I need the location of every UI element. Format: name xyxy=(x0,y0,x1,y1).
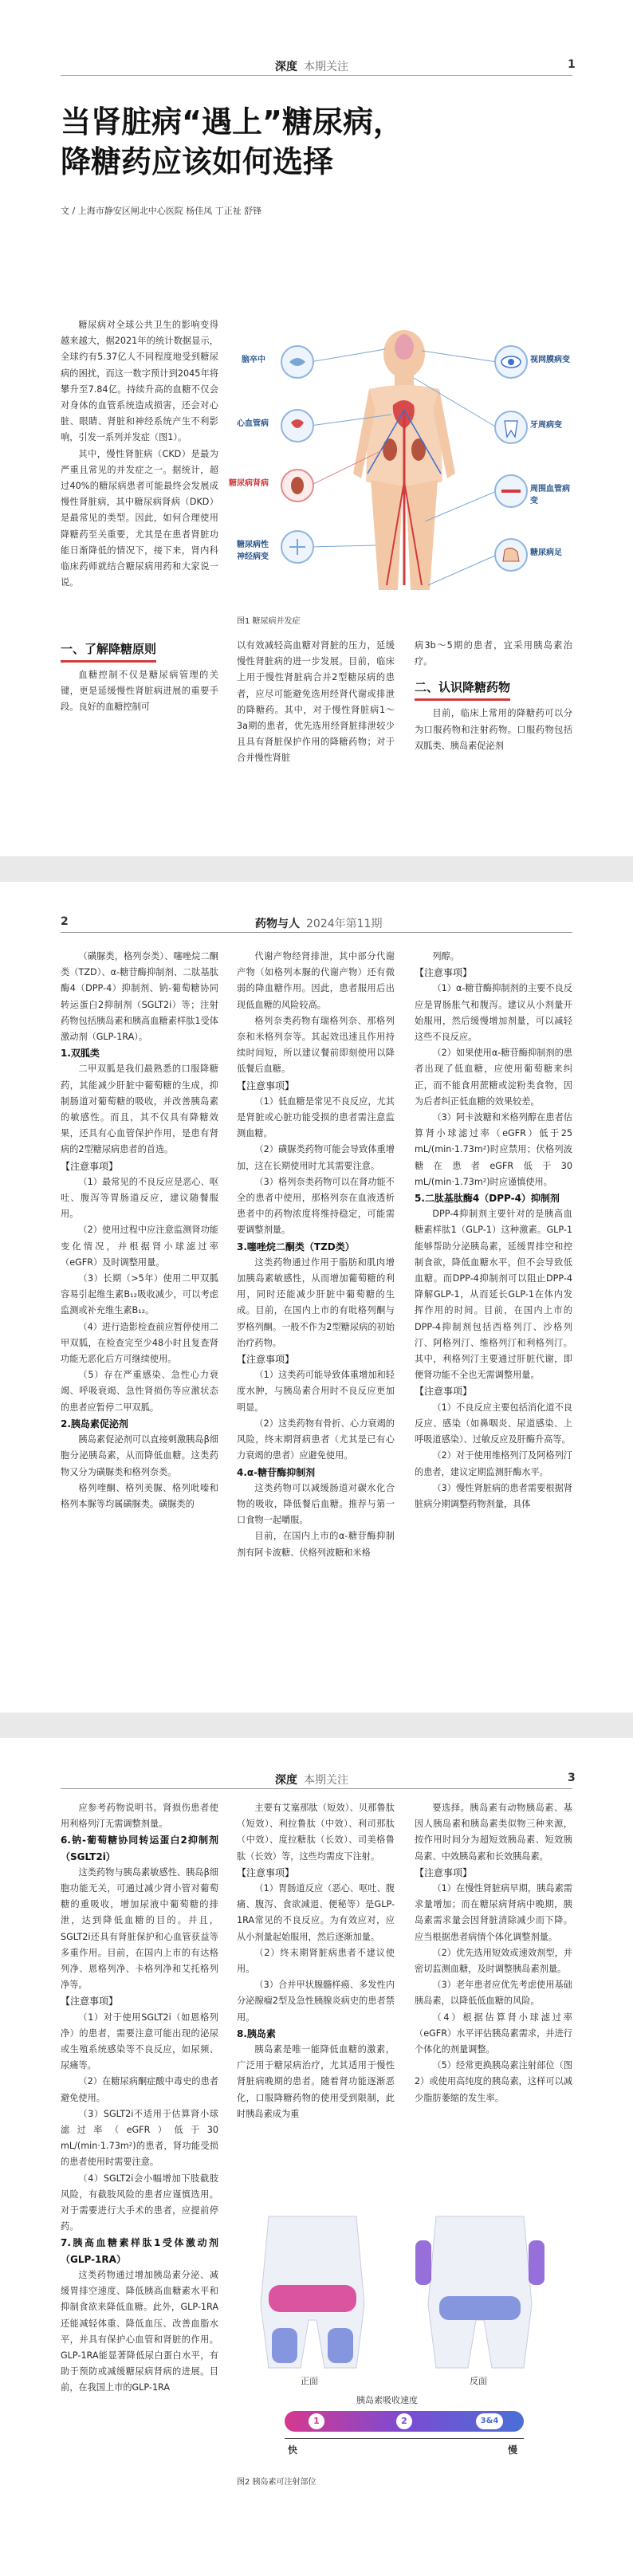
section-2-title: 二、认识降糖药物 xyxy=(415,678,572,701)
byline: 文 / 上海市静安区闸北中心医院 杨佳凤 丁正祉 舒锋 xyxy=(61,206,262,216)
page-separator xyxy=(0,856,633,882)
connector-line xyxy=(422,351,497,362)
p1-col1-bottom xyxy=(61,638,218,716)
paragraph: （3）老年患者应优先考虑使用基础胰岛素，以降低低血糖的风险。 xyxy=(415,1980,572,2007)
paragraph: （2）磺脲类药物可能会导致体重增加，这在长期使用时尤其需要注意。 xyxy=(237,1144,395,1171)
paragraph: 这类药物可以减缓肠道对碳水化合物的吸收，降低餐后血糖。推荐与第一口食物一起嚼服。 xyxy=(237,1482,395,1526)
front-right-thigh-zone xyxy=(328,2328,353,2363)
figure-2 xyxy=(237,2208,573,2495)
label-retinopathy: 视网膜病变 xyxy=(530,356,570,364)
paragraph: 代谢产物经肾排泄，其中部分代谢产物（如格列本脲的代谢产物）还有微弱的降血糖作用。因此，患者服用后出现低血糖的风险较高。 xyxy=(237,951,395,1010)
subsection-heading: 3.噻唑烷二酮类（TZD类） xyxy=(237,1241,355,1253)
paragraph: （5）经常更换胰岛素注射部位（图2）或使用高纯度的胰岛素，这样可以减少脂肪萎缩的发生率。 xyxy=(415,2060,572,2103)
paragraph: （2）在糖尿病酮症酸中毒史的患者避免使用。 xyxy=(61,2076,218,2103)
subsection-heading: 7.胰高血糖素样肽1受体激动剂（GLP-1RA） xyxy=(61,2237,218,2265)
intro-column xyxy=(61,317,218,591)
paragraph: （2）使用过程中应注意监测肾功能变化情况，并根据肾小球滤过率（eGFR）及时调整用量。 xyxy=(61,1225,218,1268)
paragraph: （3）SGLT2i不适用于估算肾小球滤过率（eGFR）低于30 mL/(min·1.73m²)的患者，肾功能受损的患者使用时需要注意。 xyxy=(61,2108,218,2168)
back-label: 反面 xyxy=(470,2376,487,2386)
paragraph: （3）长期（>5年）使用二甲双胍容易引起维生素B₁₂吸收减少，可以考虑监测或补充维生素B₁₂。 xyxy=(61,1273,218,1316)
right-leg-shape xyxy=(406,480,438,590)
paragraph: （2）如果使用α-糖苷酶抑制剂的患者出现了低血糖，应使用葡萄糖来纠正，而不能食用蔗糖或淀粉类食物，因为后者纠正低血糖的效果较差。 xyxy=(415,1048,572,1107)
paragraph: （3）慢性肾脏病的患者需要根据肾脏病分期调整药物剂量，具体 xyxy=(415,1482,572,1509)
paragraph: （3）合并甲状腺髓样癌、多发性内分泌腺瘤2型及急性胰腺炎病史的患者禁用。 xyxy=(237,1980,395,2023)
paragraph: （1）不良反应主要包括消化道不良反应、感染（如鼻咽炎、尿道感染、上呼吸道感染）、过敏反应及肝酶升高等。 xyxy=(415,1402,572,1445)
paragraph: DPP-4抑制剂主要针对的是胰高血糖素样肽1（GLP-1）这种激素。GLP-1能够帮助分泌胰岛素，延缓胃排空和控制食欲，降低血糖水平，但不会导致低血糖。而DPP-4抑制剂可以阻止DPP-4降解GLP-1，从而延长GLP-1在体内发挥作用的时间。目前，在国内上市的DPP-4抑制剂包括西格列汀、沙格列汀、阿格列汀、维格列汀和利格列汀。其中，利格列汀主要通过肝脏代谢，即便肾功能不全也无需调整用量。 xyxy=(415,1209,572,1381)
paragraph: 列醇。 xyxy=(432,951,459,962)
note-heading: 【注意事项】 xyxy=(237,1080,295,1091)
intro-para: 其中，慢性肾脏病（CKD）是最为严重且常见的并发症之一。据统计，超过40%的糖尿病患者可能最终会发展成慢性肾脏病，其中糖尿病肾病（DKD）是最常见的类型。因此，如何合理使用降糖药至关重要，尤其是在患者肾脏功能日渐降低的情况下，接下来，肾内科临床药师就结合糖尿病用药和大家说一说。 xyxy=(61,448,218,588)
paragraph: （4）SGLT2i会小幅增加下肢截肢风险，有截肢风险的患者应谨慎选用。对于需要进行大手术的患者，应提前停药。 xyxy=(61,2173,218,2232)
article-title xyxy=(61,102,587,182)
figure-2-caption: 图2 胰岛素可注射部位 xyxy=(237,2478,316,2487)
page-number: 3 xyxy=(568,1772,576,1784)
paragraph: （2）这类药物有骨折、心力衰竭的风险，终末期肾病患者（尤其是已有心力衰竭的患者）应避免使用。 xyxy=(237,1418,395,1461)
subsection-heading: 5.二肽基肽酶4（DPP-4）抑制剂 xyxy=(415,1193,560,1205)
paragraph: （1）对于使用SGLT2i（如恩格列净）的患者，需要注意可能出现的泌尿或生殖系统感染等不良反应，如尿频、尿痛等。 xyxy=(61,2012,218,2071)
note-heading: 【注意事项】 xyxy=(237,1866,295,1878)
p2-column-2 xyxy=(237,949,395,1561)
paragraph: 这类药物通过作用于脂肪和肌肉增加胰岛素敏感性，从而增加葡萄糖的利用，同时还能减少肝脏中葡萄糖的生成。目前，在国内上市的有吡格列酮与罗格列酮。一般不作为2型糖尿病的初始治疗药物。 xyxy=(237,1257,395,1348)
paragraph: （1）最常见的不良反应是恶心、呕吐、腹泻等胃肠道反应，建议随餐服用。 xyxy=(61,1176,218,1220)
page-separator xyxy=(0,1713,633,1738)
front-label: 正面 xyxy=(301,2376,318,2386)
figure-1 xyxy=(229,322,575,600)
label-heart-disease: 心血管病 xyxy=(237,419,269,428)
scale-title: 胰岛素吸收速度 xyxy=(356,2395,418,2405)
left-leg-shape xyxy=(371,480,403,590)
header-sub: 2024年第11期 xyxy=(306,918,383,930)
paragraph: 格列奈类药物有瑞格列奈、那格列奈和米格列奈等。其起效迅速且作用持续时间短，所以建议餐前即刻使用以降低餐后血糖。 xyxy=(237,1015,395,1075)
paragraph: （1）胃肠道反应（恶心、呕吐、腹痛、腹泻、食欲减退、便秘等）是GLP-1RA常见的不良反应。为有效应对，应从小剂量起始服用，然后逐渐加量。 xyxy=(237,1883,395,1942)
complication-illustration xyxy=(234,322,575,593)
paragraph: （4）根据估算肾小球滤过率（eGFR）水平评估胰岛素需求，并进行个体化的剂量调整。 xyxy=(415,2012,572,2055)
section-1-title: 一、了解降糖原则 xyxy=(61,639,218,663)
header-sub: 本期关注 xyxy=(304,1774,348,1787)
front-left-thigh-zone xyxy=(272,2328,297,2363)
note-heading: 【注意事项】 xyxy=(415,1866,473,1878)
speed-axis xyxy=(285,2438,524,2439)
section-2-paragraph: 目前，临床上常用的降糖药可以分为口服药物和注射药物。口服药物包括双胍类、胰岛素促泌剂 xyxy=(415,708,572,751)
label-diabetic-foot: 糖尿病足 xyxy=(530,549,562,557)
subsection-heading: 8.胰岛素 xyxy=(237,2027,276,2039)
connector-line xyxy=(310,545,375,547)
paragraph: 二甲双胍是我们最熟悉的口服降糖药，其能减少肝脏中葡萄糖的生成，抑制肠道对葡萄糖的吸收，并改善胰岛素的敏感性。而且，其不仅具有降糖效果，还具有心血管保护作用，是患有肾病的2型糖尿病患者的首选。 xyxy=(61,1064,218,1155)
subsection-heading: 4.α-糖苷酶抑制剂 xyxy=(237,1466,316,1478)
note-heading: 【注意事项】 xyxy=(415,1386,473,1398)
back-right-arm-zone xyxy=(529,2240,545,2285)
label-neuropathy: 糖尿病性神经病变 xyxy=(237,541,269,561)
label-kidney-disease: 糖尿病肾病 xyxy=(229,479,269,488)
subsection-heading: 2.胰岛素促泌剂 xyxy=(61,1418,128,1430)
paragraph: （3）阿卡波糖和米格列醇在患者估算肾小球滤过率（eGFR）低于25 mL/(min·1.73m²)时应禁用；伏格列波糖在患者eGFR低于30 mL/(min·1.73m²)时应谨慎使用。 xyxy=(415,1112,572,1187)
paragraph: 目前，在国内上市的α-糖苷酶抑制剂有阿卡波糖、伏格列波糖和米格 xyxy=(237,1531,395,1558)
header-rule xyxy=(61,1788,572,1789)
back-left-arm-zone xyxy=(415,2240,431,2285)
running-header xyxy=(255,915,382,931)
header-section: 深度 xyxy=(275,1774,297,1787)
title-line-1: 当肾脏病“遇上”糖尿病， xyxy=(61,104,403,140)
label-periodontal: 牙周病变 xyxy=(530,421,562,430)
figure-1-caption: 图1 糖尿病并发症 xyxy=(237,617,301,626)
label-vascular: 周围血管病变 xyxy=(530,485,570,505)
paragraph: 胰岛素促泌剂可以直接刺激胰岛β细胞分泌胰岛素，从而降低血糖。这类药物又分为磺脲类和格列奈类。 xyxy=(61,1434,218,1477)
p3-column-2 xyxy=(237,1800,395,2122)
note-heading: 【注意事项】 xyxy=(61,1996,119,2008)
header-rule xyxy=(61,932,572,933)
paragraph: 主要有艾塞那肽（短效）、贝那鲁肽（短效）、利拉鲁肽（中效）、利司那肽（中效）、度拉糖肽（长效）、司美格鲁肽（长效）等，这些均需皮下注射。 xyxy=(237,1803,395,1862)
paragraph: （5）存在严重感染、急性心力衰竭、呼吸衰竭、急性肾损伤等应激状态的患者应暂停二甲双胍。 xyxy=(61,1370,218,1413)
paragraph: 这类药物与胰岛素敏感性、胰岛β细胞功能无关，可通过减少肾小管对葡萄糖的重吸收，增加尿液中葡萄糖的排泄，达到降低血糖的目的。并且，SGLT2i还具有肾脏保护和心血管获益等多重作用。目前，在国内上市的有达格列净、恩格列净、卡格列净和艾托格列净等。 xyxy=(61,1866,218,1991)
front-abdomen-zone xyxy=(269,2285,356,2312)
paragraph: （4）进行造影检查前应暂停使用二甲双胍，在检查完至少48小时且复查肾功能无恶化后方可继续使用。 xyxy=(61,1321,218,1365)
paragraph: （磺脲类，格列奈类）、噻唑烷二酮类（TZD）、α-糖苷酶抑制剂、二肽基肽酶4（DPP-4）抑制剂、钠-葡萄糖协同转运蛋白2抑制剂（SGLT2i）等；注射药物包括胰岛素和胰高血糖素样肽1受体激动剂（GLP-1RA）。 xyxy=(61,951,218,1043)
paragraph: （1）在慢性肾脏病早期，胰岛素需求量增加；而在糖尿病肾病中晚期，胰岛素需求量会因肾脏清除减少而下降。应当根据患者病情个体化调整剂量。 xyxy=(415,1883,572,1942)
p2-column-3 xyxy=(415,949,572,1512)
right-kidney-shape xyxy=(411,439,426,461)
left-kidney-shape xyxy=(383,439,397,461)
p3-column-3 xyxy=(415,1800,572,2106)
marker-2: 2 xyxy=(396,2413,412,2429)
header-sub: 本期关注 xyxy=(304,61,348,73)
back-buttock-zone xyxy=(439,2296,521,2320)
p3-column-1 xyxy=(61,1800,218,2397)
paragraph: （2）终末期肾脏病患者不建议使用。 xyxy=(237,1947,395,1975)
paragraph: （1）这类药可能导致体重增加和轻度水肿，与胰岛素合用时不良反应更加明显。 xyxy=(237,1370,395,1413)
p2-column-1 xyxy=(61,949,218,1512)
injection-site-illustration xyxy=(237,2208,573,2392)
paragraph: （1）低血糖是常见不良反应，尤其是肾脏或心脏功能受损的患者需注意监测血糖。 xyxy=(237,1095,395,1139)
paragraph: （1）α-糖苷酶抑制剂的主要不良反应是胃肠胀气和腹泻。建议从小剂量开始服用，然后缓慢增加剂量，可以减轻这些不良反应。 xyxy=(415,983,572,1043)
running-header xyxy=(275,58,348,74)
p1-col3-bottom xyxy=(415,638,572,754)
header-section: 深度 xyxy=(275,61,297,73)
fast-label: 快 xyxy=(288,2444,298,2456)
connector-line xyxy=(428,555,497,585)
slow-label: 慢 xyxy=(508,2444,518,2456)
header-rule xyxy=(61,75,572,76)
title-line-2: 降糖药应该如何选择 xyxy=(61,144,334,179)
paragraph: 格列喹酮、格列美脲、格列吡嗪和格列本脲等均属磺脲类。磺脲类的 xyxy=(61,1482,218,1509)
running-header xyxy=(275,1772,348,1787)
paragraph: 这类药物通过增加胰岛素分泌、减缓胃排空速度、降低胰高血糖素水平和抑制食欲来降低血糖。此外，GLP-1RA还能减轻体重、降低血压、改善血脂水平，并具有保护心血管和肾脏的作用。GLP-1RA能显著降低尿白蛋白水平，有助于预防或减缓糖尿病肾病的进展。目前，在我国上市的GLP-1RA xyxy=(61,2269,218,2393)
p1-mid-paragraph: 以有效减轻高血糖对肾脏的压力，延缓慢性肾脏病的进一步发展。目前，临床上用于慢性肾脏病合并2型糖尿病的患者，应尽可能避免选用经肾代谢或排泄的降糖药。其中，对于慢性肾脏病1～3a期的患者，优先选用经肾脏排泄较少且具有肾脏保护作用的降糖药物；对于合并慢性肾脏 xyxy=(237,640,395,764)
p1-right-paragraph: 病3b～5期的患者，宜采用胰岛素治疗。 xyxy=(415,640,572,667)
p1-col2-bottom xyxy=(237,638,395,767)
paragraph: 要选择。胰岛素有动物胰岛素、基因人胰岛素和胰岛素类似物三种来源，按作用时间分为超短效胰岛素、短效胰岛素、中效胰岛素和长效胰岛素。 xyxy=(415,1803,572,1862)
note-heading: 【注意事项】 xyxy=(61,1160,119,1172)
note-heading: 【注意事项】 xyxy=(237,1354,295,1366)
back-body-shape xyxy=(428,2216,532,2368)
marker-1: 1 xyxy=(309,2413,324,2429)
page-number: 2 xyxy=(61,915,69,928)
subsection-heading: 1.双胍类 xyxy=(61,1048,100,1060)
label-stroke: 脑卒中 xyxy=(242,356,265,364)
paragraph: （3）格列奈类药物可以在肾功能不全的患者中使用，那格列奈在血液透析患者中的药物浓度将维持稳定，可能需要调整剂量。 xyxy=(237,1176,395,1236)
paragraph: （2）优先选用短效或速效剂型，并密切监测血糖，及时调整胰岛素剂量。 xyxy=(415,1947,572,1975)
section-1-paragraph: 血糖控制不仅是糖尿病管理的关键，更是延缓慢性肾脏病进展的重要手段。良好的血糖控制可 xyxy=(61,670,218,713)
connector-line xyxy=(310,349,385,362)
header-section: 药物与人 xyxy=(255,918,300,930)
note-heading: 【注意事项】 xyxy=(415,967,473,979)
paragraph: 胰岛素是唯一能降低血糖的激素，广泛用于糖尿病治疗，尤其适用于慢性肾脏病晚期的患者。随着肾功能逐渐恶化，口服降糖药物的使用受到限制，此时胰岛素成为重 xyxy=(237,2044,395,2119)
page-number: 1 xyxy=(568,58,576,71)
intro-para: 糖尿病对全球公共卫生的影响变得越来越大，据2021年的统计数据显示，全球约有5.37亿人不同程度地受到糖尿病的困扰，而这一数字预计到2045年将攀升至7.84亿。持续升高的血糖不仅会对身体的血管系统造成损害，还会对心脏、眼睛、肾脏和神经系统产生不利影响，引发一系列并发症（图1）。 xyxy=(61,320,218,443)
paragraph: 应参考药物说明书。肾损伤患者使用利格列汀无需调整剂量。 xyxy=(61,1803,218,1830)
subsection-heading: 6.钠-葡萄糖协同转运蛋白2抑制剂（SGLT2i） xyxy=(61,1835,218,1862)
marker-3-4: 3&4 xyxy=(476,2413,503,2429)
paragraph: （2）对于使用维格列汀及阿格列汀的患者，建议定期监测肝酶水平。 xyxy=(415,1450,572,1477)
